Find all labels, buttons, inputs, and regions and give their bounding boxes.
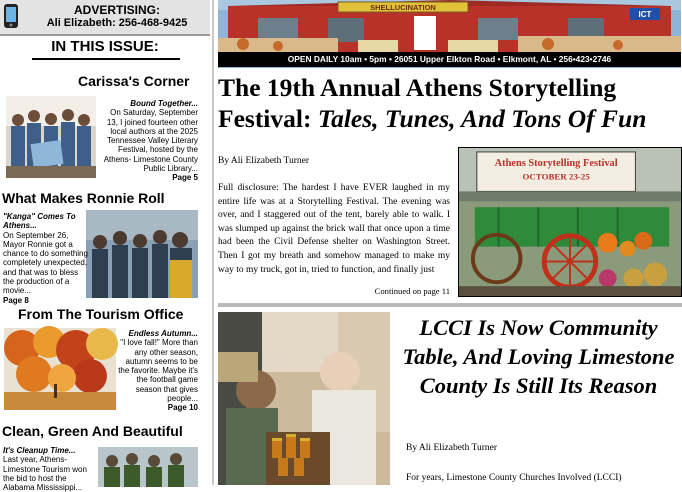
blurb-heading: "Kanga" Comes To Athens...	[3, 212, 76, 231]
movie-production-group-photo	[86, 210, 198, 298]
section-title-carissas-corner[interactable]: Carissa's Corner	[78, 73, 190, 89]
phone-icon	[2, 3, 20, 29]
section-title-from-the-tourism-office[interactable]: From The Tourism Office	[18, 306, 184, 322]
banner-sign2-text: ICT	[638, 10, 652, 19]
headline-main: The 19th Annual Athens Storytelling Festival:	[218, 73, 617, 133]
advertising-contact[interactable]: Ali Elizabeth: 256-468-9425	[46, 17, 188, 29]
autumn-trees-photo	[4, 328, 116, 410]
page-reference[interactable]: Page 5	[172, 173, 198, 183]
photo-sign-line1: Athens Storytelling Festival	[494, 157, 618, 169]
banner-sign-text: SHELLUCINATION	[370, 3, 436, 12]
headline-subtitle: Tales, Tunes, And Tons Of Fun	[317, 104, 647, 133]
blurb-heading: It's Cleanup Time...	[3, 446, 76, 455]
section-title-clean-green-and-beautiful[interactable]: Clean, Green And Beautiful	[2, 423, 183, 439]
sidebar	[0, 0, 210, 492]
blurb-text: "I love fall!" More than any other season, autumn seems to be the favorite. Maybe it's the football game season that gives people...	[118, 338, 198, 404]
advertising-title: ADVERTISING:	[73, 3, 160, 17]
blurb-text: On September 26, Mayor Ronnie got a chance to do something completely unexpected, and that was to bless the production of a movie...	[3, 230, 88, 296]
section-divider	[218, 303, 682, 307]
section-blurb	[3, 446, 97, 492]
blurb-heading: Endless Autumn...	[128, 329, 198, 338]
page-reference[interactable]: Page 8	[3, 295, 29, 305]
article-body: Full disclosure: The hardest I have EVER laughed in my entire life was at a Storytelling Festival. The evening was over, and I staggered out of the tent, barely able to walk. I was slumped up against the brick wall that once upon a time had been the Civil Defense shelter on Washington Street. Then I got my breath and somehow managed to make my way to my truck, got in, tried to function, and finally just	[218, 183, 450, 275]
photo-sign-line2: OCTOBER 23-25	[522, 171, 590, 182]
section-blurb	[3, 212, 89, 305]
cleanup-volunteers-photo	[98, 447, 198, 487]
article2-headline[interactable]: LCCI Is Now Community Table, And Loving Limestone County Is Still Its Reason	[402, 315, 675, 398]
banner-info-strip: OPEN DAILY 10am • 5pm • 26051 Upper Elkton Road • Elkmont, AL • 256•423•2746	[218, 52, 681, 67]
blurb-text: On Saturday, September 13, I joined fourteen other local authors at the 2025 Tennessee Valley Literary Festival, hosted by the Athens- Limestone County Public Library...	[103, 108, 198, 174]
column-divider	[212, 0, 214, 485]
in-this-issue-heading: IN THIS ISSUE:	[51, 38, 159, 55]
section-blurb	[98, 99, 198, 183]
authors-group-photo	[6, 96, 96, 178]
article2-body: For years, Limestone County Churches Involved (LCCI)	[406, 473, 622, 483]
community-table-volunteers-photo	[218, 312, 390, 485]
section-title-what-makes-ronnie-roll[interactable]: What Makes Ronnie Roll	[2, 190, 165, 206]
page-reference[interactable]: Page 10	[167, 403, 198, 413]
storytelling-festival-wagon-photo	[458, 147, 682, 297]
blurb-text: Last year, Athens-Limestone Tourism won the bid to host the Alabama Mississippi...	[3, 455, 87, 492]
section-blurb	[114, 329, 198, 413]
article-byline: By Ali Elizabeth Turner	[218, 156, 310, 166]
blurb-heading: Bound Together...	[130, 99, 198, 108]
heading-underline	[32, 58, 180, 60]
article-headline[interactable]	[218, 72, 682, 134]
continued-link[interactable]: Continued on page 11	[374, 286, 450, 296]
article2-byline: By Ali Elizabeth Turner	[406, 443, 498, 453]
